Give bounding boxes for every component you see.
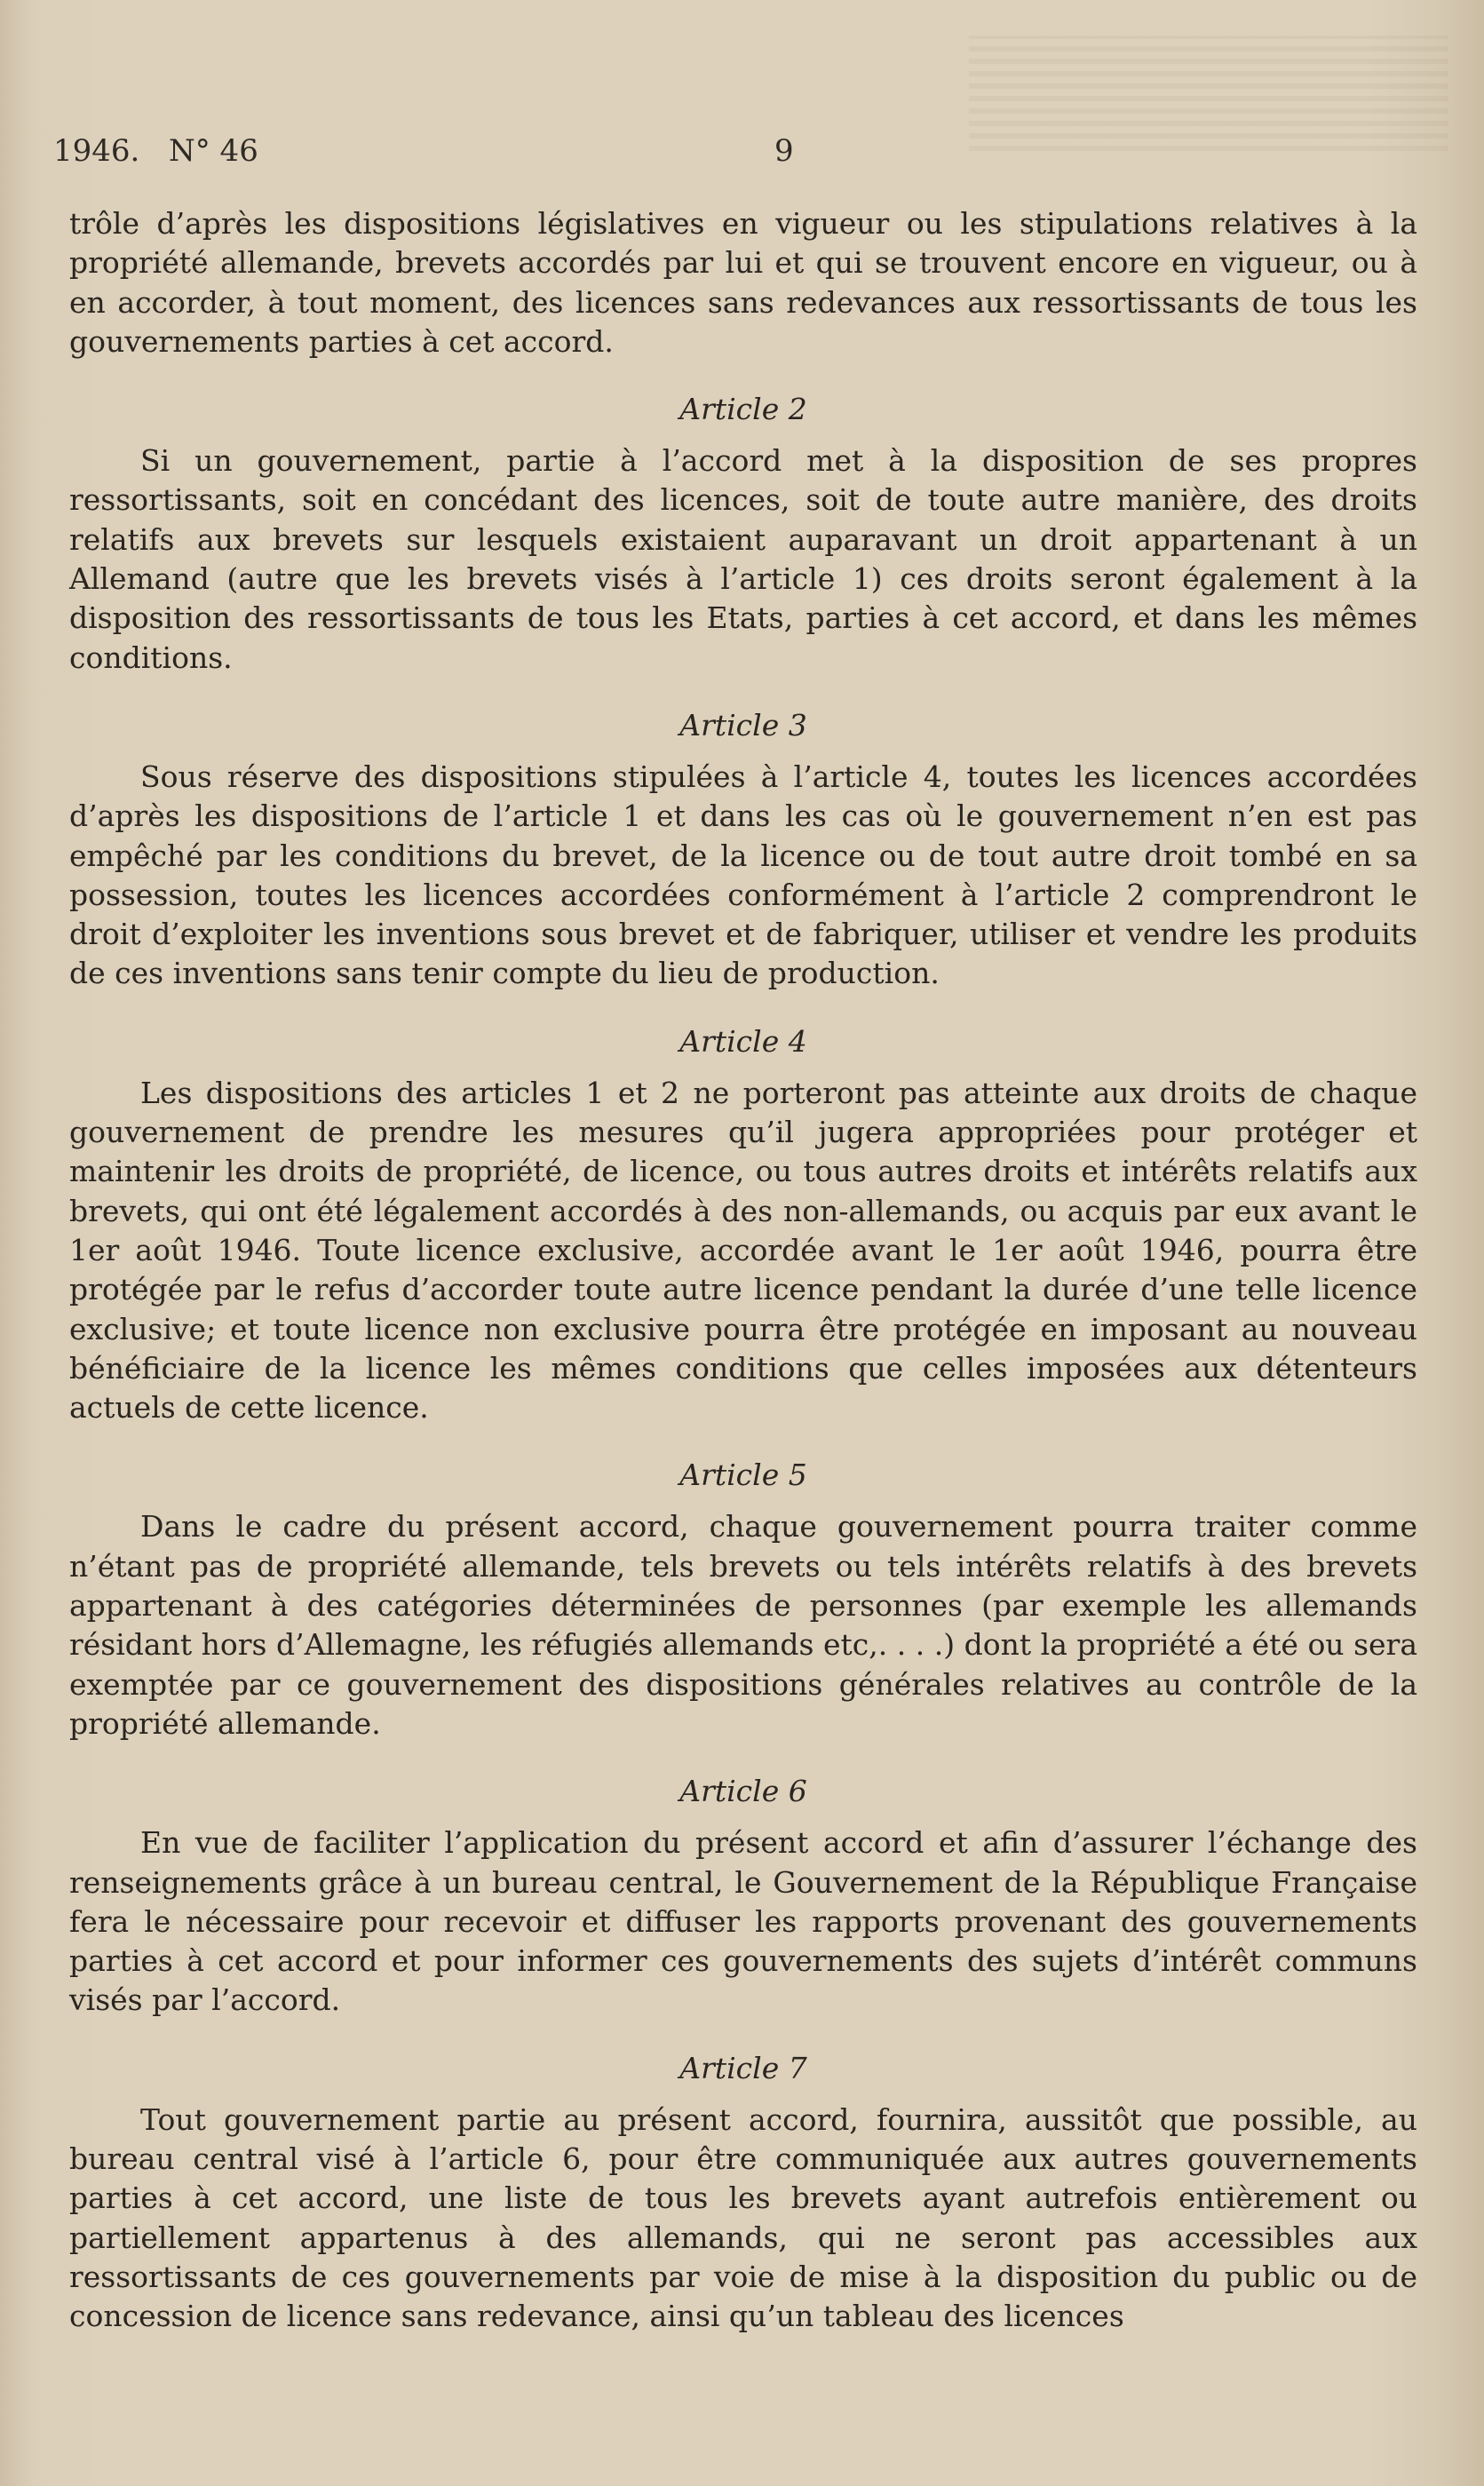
paragraph-article-7: Tout gouvernement partie au présent accord, fournira, aussitôt que possible, au bureau central visé à l’article 6, pour être communiquée aux autres gouvernements parties à cet accord, une liste de tous les brevets ayant autrefois entièrement ou partiellement appartenus à des allemands, qui ne seront pas accessibles aux ressortissants de ces gouvernements par voie de mise à la disposition du public ou de concession de licence sans redevance, ainsi qu’un tableau des licences	[69, 2101, 1417, 2334]
header-year: 1946.	[53, 133, 140, 169]
paragraph-article-2: Si un gouvernement, partie à l’accord met à la disposition de ses propres ressortissants, soit en concédant des licences, soit de toute autre manière, des droits relatifs aux brevets sur lesquels existaient auparavant un droit appartenant à un Allemand (autre que les brevets visés à l’article 1) ces droits seront également à la disposition des ressortissants de tous les Etats, parties à cet accord, et dans les mêmes conditions.	[69, 443, 1417, 675]
paragraph-article-4: Les dispositions des articles 1 et 2 ne porteront pas atteinte aux droits de chaque gouvernement de prendre les mesures qu’il jugera appropriées pour protéger et maintenir les droits de propriété, de licence, ou tous autres droits et intérêts relatifs aux brevets, qui ont été légalement accordés à des non-allemands, ou acquis par eux avant le 1er août 1946. Toute licence exclusive, accordée avant le 1er août 1946, pourra être protégée par le refus d’accorder toute autre licence pendant la durée d’une telle licence exclusive; et toute licence non exclusive pourra être protégée en imposant au nouveau bénéficiaire de la licence les mêmes conditions que celles imposées aux détenteurs actuels de cette licence.	[69, 1075, 1417, 1426]
heading-article-5: Article 5	[679, 1457, 807, 1493]
page-number: 9	[774, 133, 794, 169]
heading-article-4: Article 4	[679, 1023, 807, 1059]
heading-article-3: Article 3	[679, 707, 807, 743]
paragraph-article-5: Dans le cadre du présent accord, chaque gouvernement pourra traiter comme n’étant pas de propriété allemande, tels brevets ou tels intérêts relatifs à des brevets appartenant à des catégories déterminées de personnes (par exemple les allemands résidant hors d’Allemagne, les réfugiés allemands etc,. . . .) dont la propriété a été ou sera exemptée par ce gouvernement des dispositions générales relatives au contrôle de la propriété allemande.	[69, 1509, 1417, 1741]
heading-article-2: Article 2	[679, 392, 807, 427]
paragraph-article-6: En vue de faciliter l’application du présent accord et afin d’assurer l’échange des renseignements grâce à un bureau central, le Gouvernement de la République Française fera le nécessaire pour recevoir et diffuser les rapports provenant des gouvernements parties à cet accord et pour informer ces gouvernements des sujets d’intérêt communs visés par l’accord.	[69, 1825, 1417, 2018]
paragraph-article-3: Sous réserve des dispositions stipulées à l’article 4, toutes les licences accordées d’après les dispositions de l’article 1 et dans les cas où le gouvernement n’en est pas empêché par les conditions du brevet, de la licence ou de tout autre droit tombé en sa possession, toutes les licences accordées conformément à l’article 2 comprendront le droit d’exploiter les inventions sous brevet et de fabriquer, utiliser et vendre les produits de ces inventions sans tenir compte du lieu de production.	[69, 759, 1417, 991]
document-body	[69, 204, 1417, 2336]
paragraph-article-1-end: trôle d’après les dispositions législatives en vigueur ou les stipulations relatives à la propriété allemande, brevets accordés par lui et qui se trouvent encore en vigueur, ou à en accorder, à tout moment, des licences sans redevances aux ressortissants de tous les gouvernements parties à cet accord.	[69, 206, 1417, 359]
header-number: N° 46	[169, 133, 258, 169]
heading-article-7: Article 7	[679, 2050, 807, 2085]
heading-article-6: Article 6	[679, 1774, 807, 1809]
page-header	[53, 133, 1421, 187]
